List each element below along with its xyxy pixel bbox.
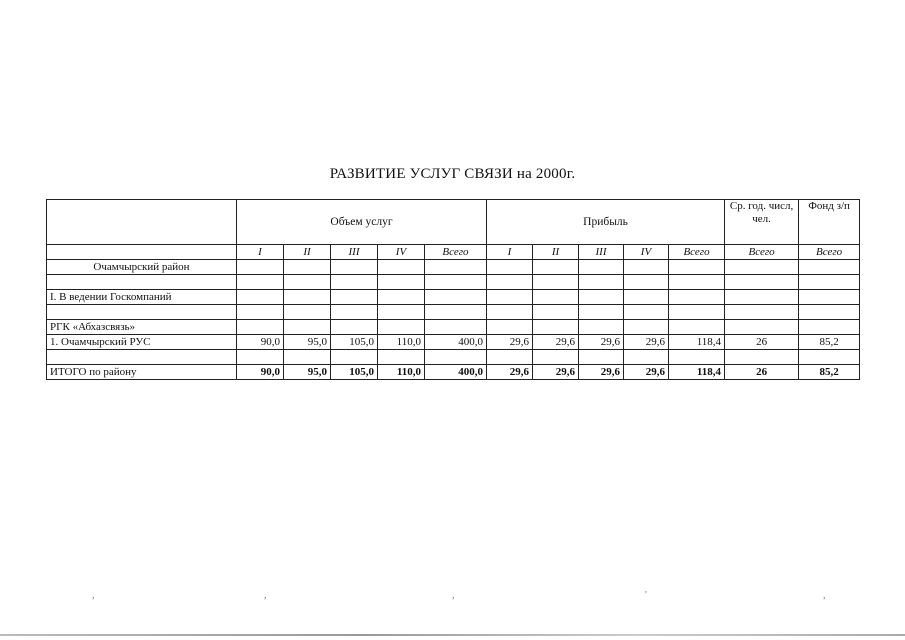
subheader-cell: Всего: [799, 245, 860, 260]
total-cell: 105,0: [331, 365, 378, 380]
subheader-cell: IV: [624, 245, 669, 260]
volume-header: Объем услуг: [237, 200, 487, 245]
table-row: [47, 350, 860, 365]
payroll-header: Фонд з/п: [799, 200, 860, 245]
scan-edge: [0, 634, 905, 636]
district-label: Очамчырский район: [47, 260, 237, 275]
value-cell: 29,6: [487, 335, 533, 350]
scan-artifact: ,: [452, 590, 455, 601]
value-cell: 26: [725, 335, 799, 350]
value-cell: 400,0: [425, 335, 487, 350]
scan-artifact: ': [645, 590, 647, 601]
page-title: РАЗВИТИЕ УСЛУГ СВЯЗИ на 2000г.: [329, 166, 576, 182]
subheader-cell: Всего: [669, 245, 725, 260]
value-cell: 90,0: [237, 335, 284, 350]
table-row: [47, 260, 860, 275]
value-cell: 85,2: [799, 335, 860, 350]
total-row: [47, 365, 860, 380]
table-row: [47, 290, 860, 305]
header-empty-cell: [47, 200, 237, 245]
table-header-row: [47, 200, 860, 245]
subheader-empty-cell: [47, 245, 237, 260]
value-cell: 29,6: [624, 335, 669, 350]
table-row: [47, 320, 860, 335]
total-cell: 118,4: [669, 365, 725, 380]
total-cell: 400,0: [425, 365, 487, 380]
profit-header: Прибыль: [487, 200, 725, 245]
table-row: [47, 305, 860, 320]
services-table: [46, 199, 860, 380]
total-cell: 85,2: [799, 365, 860, 380]
value-cell: 29,6: [533, 335, 579, 350]
table-row: [47, 275, 860, 290]
value-cell: 105,0: [331, 335, 378, 350]
section-label: I. В ведении Госкомпаний: [47, 290, 237, 305]
subheader-cell: Всего: [725, 245, 799, 260]
value-cell: 110,0: [378, 335, 425, 350]
total-cell: 29,6: [624, 365, 669, 380]
scan-artifact: ,: [823, 590, 826, 601]
subheader-cell: III: [579, 245, 624, 260]
subheader-cell: II: [533, 245, 579, 260]
total-cell: 29,6: [487, 365, 533, 380]
table-row: [47, 335, 860, 350]
subheader-cell: I: [237, 245, 284, 260]
subheader-cell: I: [487, 245, 533, 260]
total-cell: 29,6: [579, 365, 624, 380]
total-cell: 26: [725, 365, 799, 380]
value-cell: 118,4: [669, 335, 725, 350]
subheader-cell: Всего: [425, 245, 487, 260]
scan-artifact: ,: [92, 590, 95, 601]
subheader-cell: III: [331, 245, 378, 260]
value-cell: 29,6: [579, 335, 624, 350]
subheader-cell: IV: [378, 245, 425, 260]
table-subheader-row: [47, 245, 860, 260]
scan-artifact: ,: [264, 590, 267, 601]
subheader-cell: II: [284, 245, 331, 260]
total-cell: 90,0: [237, 365, 284, 380]
company-label: РГК «Абхазсвязь»: [47, 320, 237, 335]
value-cell: 95,0: [284, 335, 331, 350]
avg-staff-header: Ср. год. числ, чел.: [725, 200, 799, 245]
total-cell: 95,0: [284, 365, 331, 380]
row-label: 1. Очамчырский РУС: [47, 335, 237, 350]
total-cell: 29,6: [533, 365, 579, 380]
total-cell: 110,0: [378, 365, 425, 380]
total-label: ИТОГО по району: [47, 365, 237, 380]
